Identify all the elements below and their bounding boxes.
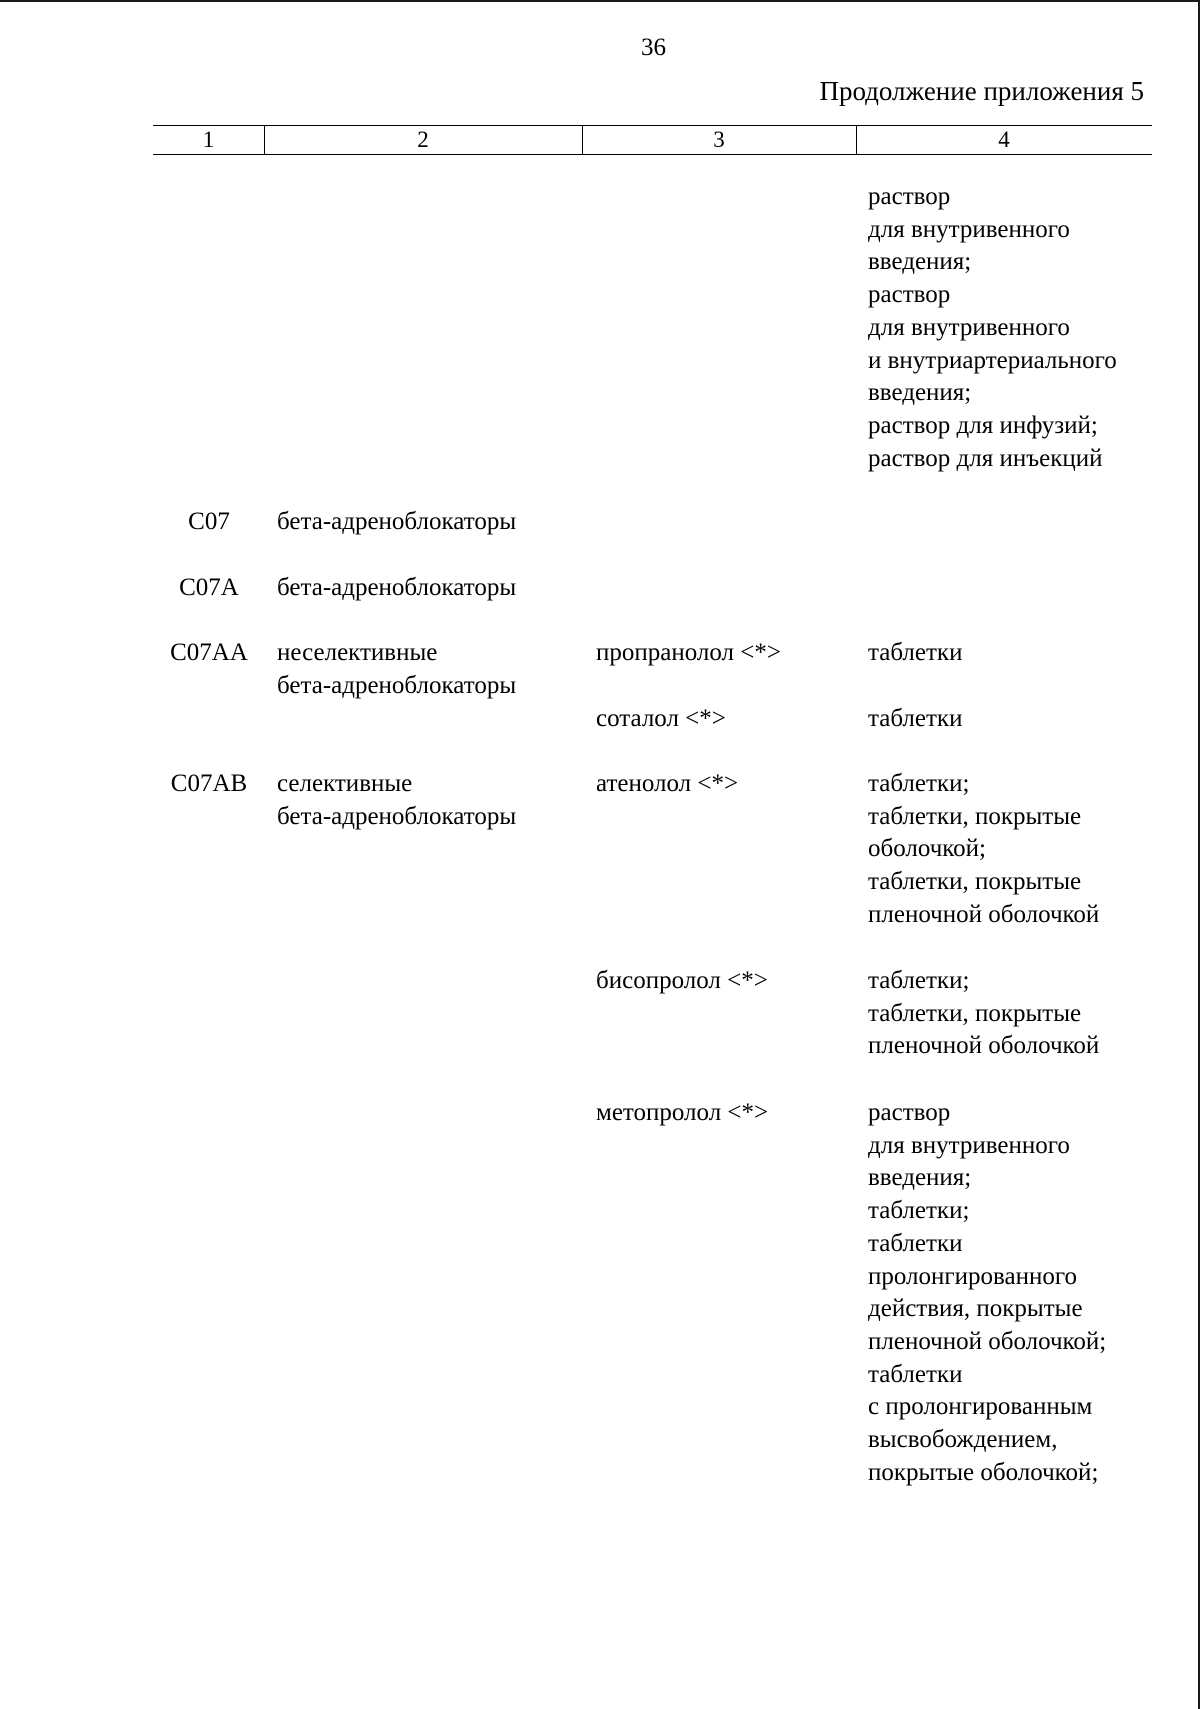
dosage-form-line: для внутривенного (868, 1131, 1070, 1159)
atc-group-line: бета-адреноблокаторы (277, 574, 517, 601)
dosage-form-line: введения; (868, 1164, 972, 1192)
continuation-title: Продолжение приложения 5 (819, 76, 1144, 106)
dosage-form-line: раствор для инфузий; (868, 411, 1098, 439)
drug-name: атенолол <*> (596, 770, 739, 797)
dosage-form-line: покрытые оболочкой; (868, 1458, 1099, 1486)
dosage-form-line: таблетки, покрытые (868, 999, 1082, 1027)
page-number: 36 (641, 34, 666, 61)
dosage-form-line: введения; (868, 248, 972, 276)
dosage-form-line: таблетки; (868, 770, 970, 797)
dosage-form-line: высвобождением, (868, 1426, 1058, 1454)
dosage-form-line: введения; (868, 379, 972, 407)
atc-group-name (277, 637, 516, 702)
dosage-form-line: раствор (868, 1099, 951, 1126)
dosage-form-line: раствор для инъекций (868, 444, 1103, 472)
drug-name: соталол <*> (596, 705, 726, 732)
dosage-form-line: для внутривенного (868, 313, 1070, 341)
drug-name: бисопролол <*> (596, 967, 768, 994)
dosage-form-line: таблетки, покрытые (868, 802, 1082, 830)
dosage-form-line: с пролонгированным (868, 1393, 1093, 1421)
atc-group-line: бета-адреноблокаторы (277, 671, 517, 699)
dosage-form-line: таблетки (868, 705, 963, 732)
atc-group-line: неселективные (277, 639, 438, 666)
dosage-form-line: раствор (868, 183, 951, 210)
atc-group-line: бета-адреноблокаторы (277, 802, 517, 830)
dosage-forms (868, 637, 962, 670)
drug-name: пропранолол <*> (596, 639, 781, 666)
atc-group-line: селективные (277, 770, 413, 797)
dosage-form-line: таблетки (868, 639, 963, 666)
dosage-form-line: таблетки, покрытые (868, 868, 1082, 896)
dosage-form-line: раствор (868, 281, 951, 309)
dosage-form-line: таблетки (868, 1229, 963, 1257)
dosage-form-line: пленочной оболочкой (868, 900, 1100, 928)
dosage-forms (868, 965, 1099, 1063)
dosage-form-line: и внутриартериального (868, 346, 1117, 374)
atc-group-name (277, 768, 516, 833)
column-header-4: 4 (998, 127, 1010, 152)
table-row-continued-forms (868, 181, 1117, 475)
column-header-2: 2 (417, 127, 429, 152)
dosage-forms (868, 703, 962, 736)
dosage-form-line: оболочкой; (868, 835, 986, 863)
dosage-form-line: пленочной оболочкой (868, 1032, 1100, 1060)
dosage-form-line: таблетки; (868, 967, 970, 994)
dosage-form-line: пленочной оболочкой; (868, 1327, 1107, 1355)
atc-group-name (277, 572, 516, 605)
atc-code: C07AA (170, 639, 248, 666)
dosage-form-line: таблетки (868, 1360, 963, 1388)
atc-code: C07 (188, 508, 230, 535)
dosage-form-line: действия, покрытые (868, 1295, 1083, 1323)
atc-code: C07A (179, 574, 239, 601)
atc-code: C07AB (170, 770, 248, 797)
dosage-forms (868, 1097, 1106, 1489)
drug-name: метопролол <*> (596, 1099, 769, 1126)
atc-group-name (277, 506, 516, 539)
dosage-form-line: для внутривенного (868, 215, 1070, 243)
dosage-form-line: пролонгированного (868, 1262, 1077, 1290)
scan-edge-top (0, 0, 1200, 2)
atc-group-line: бета-адреноблокаторы (277, 508, 517, 535)
column-header-3: 3 (713, 127, 725, 152)
dosage-form-line: таблетки; (868, 1197, 970, 1225)
dosage-forms (868, 768, 1099, 932)
column-header-1: 1 (202, 127, 215, 152)
